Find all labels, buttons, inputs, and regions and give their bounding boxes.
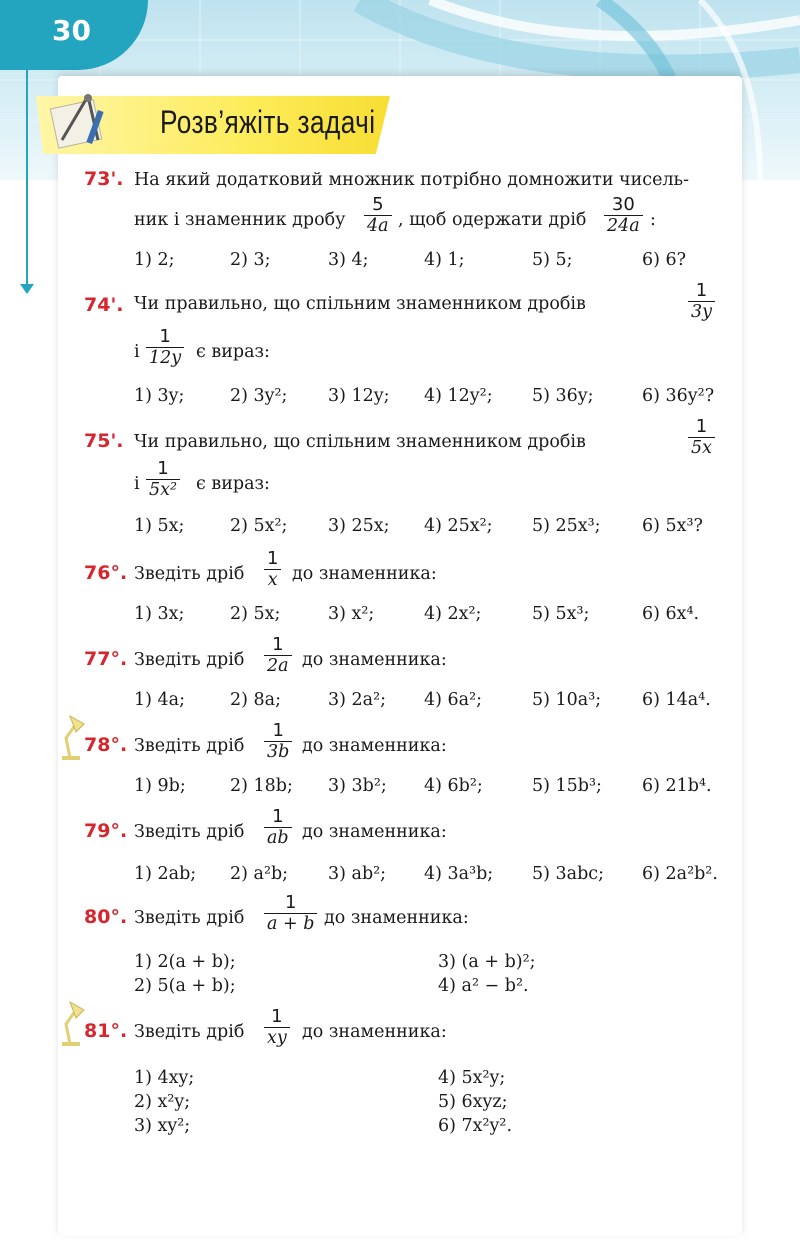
fraction xyxy=(688,416,715,458)
problem-text: є вираз: xyxy=(196,342,270,362)
numerator: 1 xyxy=(695,280,708,301)
answer-option: 3) 25x; xyxy=(328,516,390,536)
answer-option: 5) 36y; xyxy=(532,386,594,406)
problem-text: до знаменника: xyxy=(292,564,437,584)
numerator: 1 xyxy=(272,806,284,827)
problem-number: 81°. xyxy=(84,1020,128,1042)
problem-text: ник і знаменник дробу xyxy=(134,210,346,230)
answer-option: 5) 25x³; xyxy=(532,516,601,536)
answer-option: 5) 6xyz; xyxy=(438,1092,508,1112)
arrow-down-icon xyxy=(20,284,34,294)
answer-option: 5) 15b³; xyxy=(532,776,602,796)
answer-option: 2) a²b; xyxy=(230,864,289,884)
numerator: 1 xyxy=(159,326,171,347)
problem-text: є вираз: xyxy=(196,474,270,494)
fraction xyxy=(264,548,281,590)
answer-option: 4) 25x²; xyxy=(424,516,493,536)
problem-number: 74'. xyxy=(84,294,124,316)
answer-option: 4) 2x²; xyxy=(424,604,482,624)
denominator: 3y xyxy=(688,301,715,322)
answer-option: 1) 2; xyxy=(134,250,175,270)
problem-text: до знаменника: xyxy=(302,1022,447,1042)
answer-option: 4) 6b²; xyxy=(424,776,483,796)
problem-text: до знаменника: xyxy=(302,650,447,670)
problem-number: 78°. xyxy=(84,734,128,756)
answer-option: 2) 5(a + b); xyxy=(134,976,236,996)
fraction xyxy=(264,892,317,934)
answer-option: 4) 3a³b; xyxy=(424,864,494,884)
answer-option: 3) 12y; xyxy=(328,386,390,406)
problem-text: до знаменника: xyxy=(324,908,469,928)
problem-text: , щоб одержати дріб xyxy=(398,210,587,230)
fraction xyxy=(604,194,643,236)
numerator: 1 xyxy=(271,1006,283,1027)
problem-text: до знаменника: xyxy=(302,822,447,842)
answer-option: 1) 5x; xyxy=(134,516,185,536)
denominator: ab xyxy=(264,827,292,848)
denominator: 5x² xyxy=(146,479,180,500)
page-number: 30 xyxy=(52,14,91,47)
numerator: 5 xyxy=(372,194,384,215)
answer-option: 3) 3b²; xyxy=(328,776,387,796)
denominator: 12y xyxy=(146,347,184,368)
answer-option: 1) 4a; xyxy=(134,690,185,710)
answer-option: 6) 6? xyxy=(642,250,687,270)
denominator: xy xyxy=(264,1027,290,1048)
lamp-icon xyxy=(56,712,86,762)
answer-option: 3) ab²; xyxy=(328,864,387,884)
answer-option: 5) 10a³; xyxy=(532,690,602,710)
fraction xyxy=(264,806,292,848)
problem-text: Чи правильно, що спільним знаменником дробів xyxy=(134,294,586,314)
fraction xyxy=(364,194,392,236)
answer-option: 2) x²y; xyxy=(134,1092,191,1112)
answer-option: 4) 6a²; xyxy=(424,690,483,710)
answer-option: 4) a² − b². xyxy=(438,976,529,996)
answer-option: 6) 7x²y². xyxy=(438,1116,513,1136)
numerator: 1 xyxy=(284,892,297,913)
answer-option: 3) (a + b)²; xyxy=(438,952,536,972)
denominator: a + b xyxy=(264,913,317,934)
answer-option: 6) 36y²? xyxy=(642,386,715,406)
answer-option: 2) 3y²; xyxy=(230,386,288,406)
numerator: 1 xyxy=(272,720,284,741)
answer-option: 2) 8a; xyxy=(230,690,281,710)
answer-option: 4) 1; xyxy=(424,250,465,270)
denominator: 24a xyxy=(604,215,643,236)
problem-text: Зведіть дріб xyxy=(134,564,245,584)
problem-text: Чи правильно, що спільним знаменником дробів xyxy=(134,432,586,452)
answer-option: 6) 5x³? xyxy=(642,516,703,536)
answer-option: 1) 2ab; xyxy=(134,864,197,884)
answer-option: 2) 18b; xyxy=(230,776,293,796)
drafting-tools-icon xyxy=(48,90,112,152)
answer-option: 5) 5; xyxy=(532,250,573,270)
answer-option: 3) 4; xyxy=(328,250,369,270)
problem-number: 73'. xyxy=(84,168,124,190)
problem-text: і xyxy=(134,474,140,494)
denominator: 3b xyxy=(264,741,292,762)
answer-option: 3) 2a²; xyxy=(328,690,387,710)
lamp-icon xyxy=(56,998,86,1048)
answer-option: 1) 4xy; xyxy=(134,1068,195,1088)
problem-text: і xyxy=(134,342,140,362)
problem-number: 76°. xyxy=(84,562,128,584)
problem-text: Зведіть дріб xyxy=(134,650,245,670)
fraction xyxy=(264,720,292,762)
answer-option: 5) 3abc; xyxy=(532,864,604,884)
answer-option: 4) 12y²; xyxy=(424,386,493,406)
problem-number: 75'. xyxy=(84,430,124,452)
answer-option: 1) 3y; xyxy=(134,386,185,406)
answer-option: 4) 5x²y; xyxy=(438,1068,506,1088)
denominator: 4a xyxy=(364,215,392,236)
side-guide-line xyxy=(26,70,28,290)
fraction xyxy=(264,634,292,676)
denominator: x xyxy=(264,569,281,590)
answer-option: 1) 3x; xyxy=(134,604,185,624)
denominator: 2a xyxy=(264,655,292,676)
numerator: 30 xyxy=(611,194,635,215)
problem-text: На який додатковий множник потрібно домножити чисель- xyxy=(134,170,690,190)
numerator: 1 xyxy=(695,416,708,437)
problem-text: Зведіть дріб xyxy=(134,736,245,756)
answer-option: 6) 14a⁴. xyxy=(642,690,711,710)
answer-option: 2) 5x; xyxy=(230,604,281,624)
answer-option: 5) 5x³; xyxy=(532,604,590,624)
fraction xyxy=(146,458,180,500)
section-title: Розв’яжіть задачі xyxy=(160,104,376,140)
numerator: 1 xyxy=(157,458,169,479)
numerator: 1 xyxy=(267,548,279,569)
fraction xyxy=(688,280,715,322)
problem-text: : xyxy=(650,210,656,230)
numerator: 1 xyxy=(272,634,284,655)
answer-option: 6) 2a²b². xyxy=(642,864,718,884)
answer-option: 3) xy²; xyxy=(134,1116,191,1136)
problem-number: 79°. xyxy=(84,820,128,842)
answer-option: 6) 21b⁴. xyxy=(642,776,712,796)
denominator: 5x xyxy=(688,437,715,458)
answer-option: 2) 5x²; xyxy=(230,516,288,536)
answer-option: 1) 9b; xyxy=(134,776,186,796)
problem-text: Зведіть дріб xyxy=(134,822,245,842)
fraction xyxy=(264,1006,290,1048)
problem-text: Зведіть дріб xyxy=(134,1022,245,1042)
answer-option: 1) 2(a + b); xyxy=(134,952,236,972)
problem-number: 80°. xyxy=(84,906,128,928)
fraction xyxy=(146,326,184,368)
answer-option: 3) x²; xyxy=(328,604,375,624)
problem-text: до знаменника: xyxy=(302,736,447,756)
problem-text: Зведіть дріб xyxy=(134,908,245,928)
answer-option: 6) 6x⁴. xyxy=(642,604,700,624)
problem-number: 77°. xyxy=(84,648,128,670)
answer-option: 2) 3; xyxy=(230,250,271,270)
